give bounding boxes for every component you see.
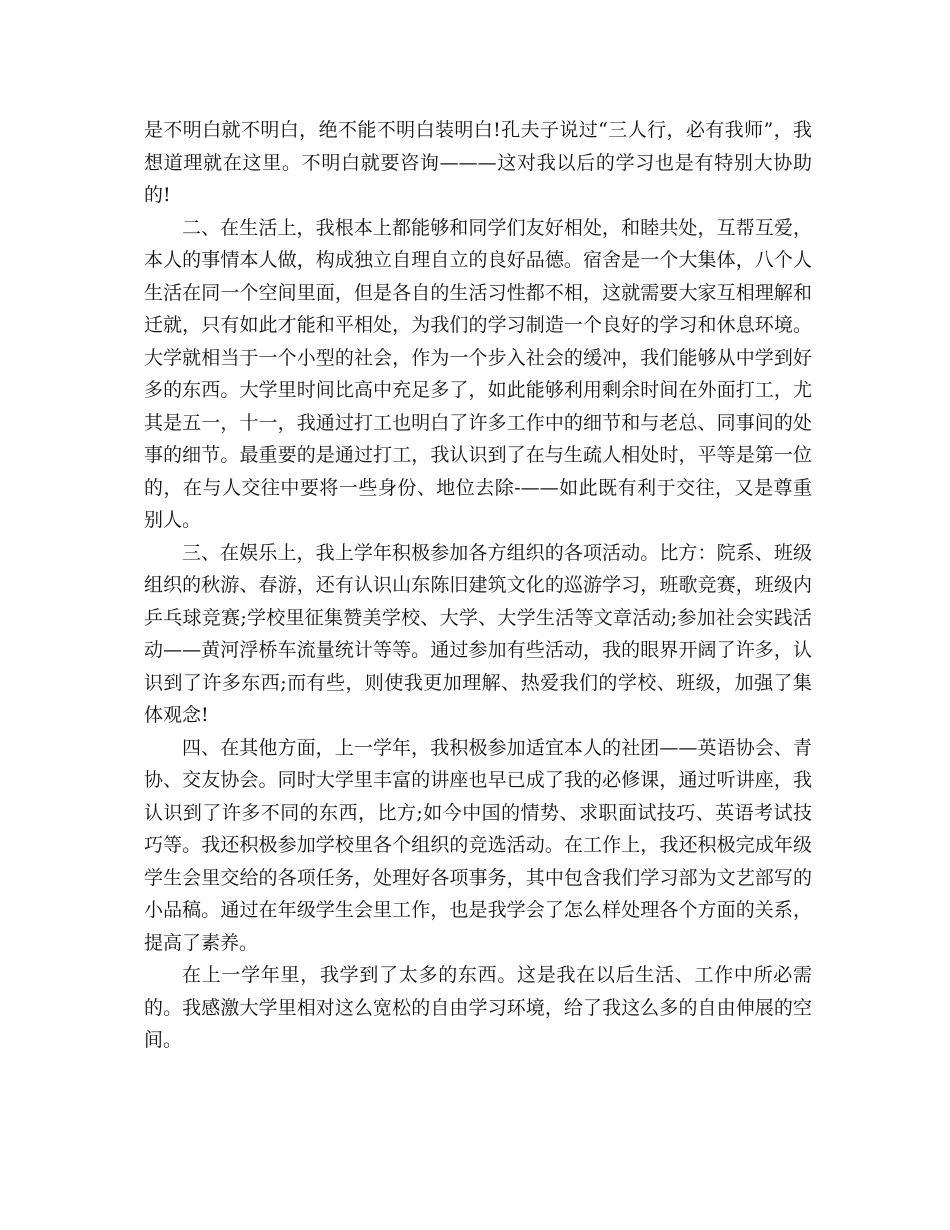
paragraph-continuation: 是不明白就不明白，绝不能不明白装明白!孔夫子说过“三人行，必有我师”，我想道理就在这里。不明白就要咨询———这对我以后的学习也是有特别大协助的! [144,119,812,206]
paragraph-life: 二、在生活上，我根本上都能够和同学们友好相处，和睦共处，互帮互爱，本人的事情本人做，构成独立自理自立的良好品德。宿舍是一个大集体，八个人生活在同一个空间里面，但是各自的生活习性都不相，这就需要大家互相理解和迁就，只有如此才能和平相处，为我们的学习制造一个良好的学习和休息环境。大学就相当于一个小型的社会，作为一个步入社会的缓冲，我们能够从中学到好多的东西。大学里时间比高中充足多了，如此能够利用剩余时间在外面打工，尤其是五一，十一，我通过打工也明白了许多工作中的细节和与老总、同事间的处事的细节。最重要的是通过打工，我认识到了在与生疏人相处时，平等是第一位的，在与人交往中要将一些身份、地位去除-——如此既有利于交往，又是尊重别人。 [144,216,812,531]
document-body [144,114,812,1057]
paragraph-conclusion: 在上一学年里，我学到了太多的东西。这是我在以后生活、工作中所必需的。我感激大学里相对这么宽松的自由学习环境，给了我这么多的自由伸展的空间。 [144,964,812,1051]
paragraph-other-aspects: 四、在其他方面，上一学年，我积极参加适宜本人的社团——英语协会、青协、交友协会。同时大学里丰富的讲座也早已成了我的必修课，通过听讲座，我认识到了许多不同的东西，比方;如今中国的情势、求职面试技巧、英语考试技巧等。我还积极参加学校里各个组织的竞选活动。在工作上，我还积极完成年级学生会里交给的各项任务，处理好各项事务，其中包含我们学习部为文艺部写的小品稿。通过在年级学生会里工作，也是我学会了怎么样处理各个方面的关系，提高了素养。 [144,736,812,954]
paragraph-entertainment: 三、在娱乐上，我上学年积极参加各方组织的各项活动。比方：院系、班级组织的秋游、春游，还有认识山东陈旧建筑文化的巡游学习，班歌竞赛，班级内乒乓球竞赛;学校里征集赞美学校、大学、大学生活等文章活动;参加社会实践活动——黄河浮桥车流量统计等等。通过参加有些活动，我的眼界开阔了许多，认识到了许多东西;而有些，则使我更加理解、热爱我们的学校、班级，加强了集体观念! [144,541,812,726]
